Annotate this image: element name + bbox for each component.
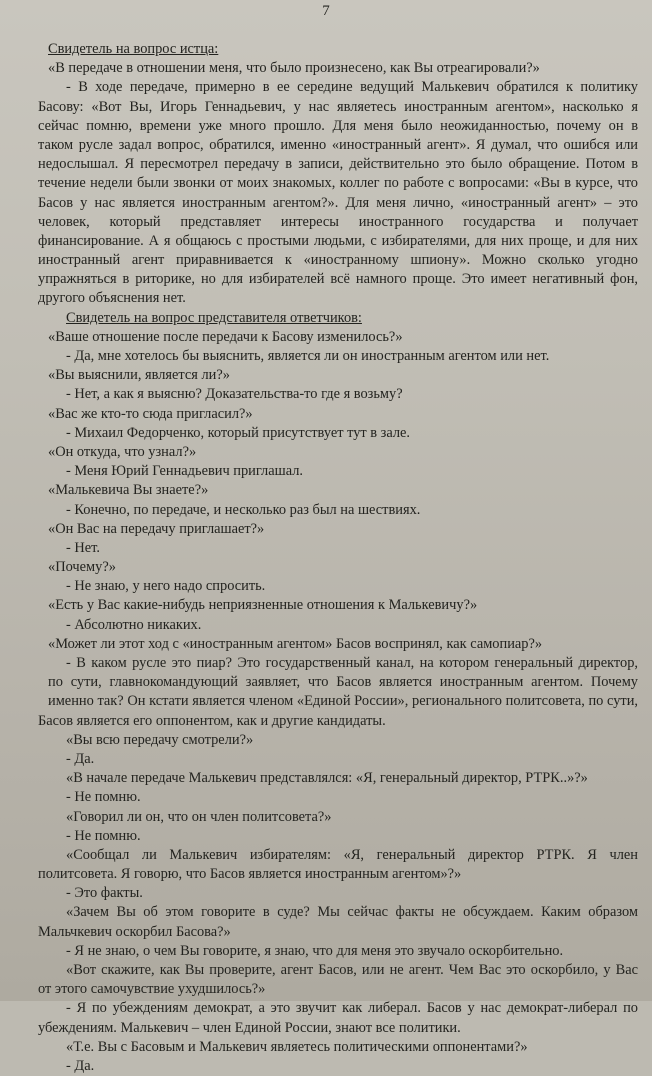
text-line: другого объяснения нет. — [38, 290, 186, 307]
text-line: - Не знаю, у него надо спросить. — [66, 578, 266, 595]
text-line: Басов у нас является иностранным агентом?». Для меня лично, «иностранный агент» – это — [38, 194, 638, 211]
text-line: «Вы выяснили, является ли?» — [48, 367, 230, 384]
text-line: «В начале передаче Малькевич представлялся: «Я, генеральный директор, РТРК..»?» — [66, 770, 588, 787]
text-line: - Да, мне хотелось бы выяснить, является ли он иностранным агентом или нет. — [66, 348, 550, 364]
text-line: - Не помню. — [66, 827, 141, 844]
text-line: именно так? Он кстати является членом «Единой России», регионального политсовета, по сути, — [48, 693, 638, 710]
text-line: убеждениям. Малькевич – член Единой России, знают все политики. — [38, 1019, 461, 1036]
text-line: - Абсолютно никаких. — [66, 616, 202, 633]
text-line: - В каком русле это пиар? Это государственный канал, на котором генеральный директор, — [66, 655, 638, 671]
transcript-body — [38, 40, 638, 1076]
text-line: человек, который представляет интересы иностранного государства и получает — [38, 213, 638, 230]
page-number: 7 — [322, 3, 330, 19]
text-line: «Он откуда, что узнал?» — [48, 443, 197, 460]
text-line: «Ваше отношение после передачи к Басову изменилось?» — [48, 328, 403, 345]
text-line: - Конечно, по передаче, и несколько раз был на шествиях. — [66, 501, 421, 518]
text-line: - Да. — [66, 750, 95, 767]
text-line: упражняться в риторике, но для избирателей всё намного проще. Это имеет негативный фон, — [38, 271, 638, 288]
text-line: - Нет. — [66, 539, 100, 556]
text-line: «Он Вас на передачу приглашает?» — [48, 520, 265, 537]
text-line: Мальчкевич оскорбил Басова?» — [38, 923, 231, 940]
text-line: «Может ли этот ход с «иностранным агентом» Басов воспринял, как самопиар?» — [48, 635, 543, 652]
text-line: иностранный агент приравнивается к «иностранному шпиону». Можно сколько угодно — [38, 252, 638, 269]
text-line: политсовета. Я говорю, что Басов является иностранным агентом»?» — [38, 866, 462, 883]
text-line: «Есть у Вас какие-нибудь неприязненные отношения к Малькевичу?» — [48, 597, 478, 614]
text-line: - Нет, а как я выясню? Доказательства-то где я возьму? — [66, 386, 403, 403]
text-line: - Михаил Федорченко, который присутствует тут в зале. — [66, 424, 411, 441]
text-line: по сути, главнокомандующий заявляет, что Басов является иностранным агентом. Почему — [48, 674, 638, 691]
text-line: финансирование. А я общаюсь с простыми людьми, с избирателями, для них проще, и для них — [38, 232, 638, 249]
text-line: сейчас помню, времени уже много прошло. Для меня было неожиданностью, почему он в — [38, 117, 638, 134]
text-line: Басов является его оппонентом, как и другие кандидаты. — [38, 712, 386, 729]
text-line: - Я по убеждениям демократ, а это звучит как либерал. Басов у нас демократ-либерал по — [66, 1000, 638, 1017]
text-line: «В передаче в отношении меня, что было произнесено, как Вы отреагировали?» — [48, 60, 540, 77]
text-line: «Зачем Вы об этом говорите в суде? Мы сейчас факты не обсуждаем. Каким образом — [66, 904, 638, 921]
text-line: таком русле задал вопрос, обратился, именно «иностранный агент». Я думал, что ошибся или — [38, 136, 638, 153]
section-heading: Свидетель на вопрос истца: — [48, 41, 219, 57]
text-line: - Да. — [66, 1057, 95, 1074]
text-line: «Говорил ли он, что он член политсовета?» — [66, 808, 332, 825]
text-line: - Не помню. — [66, 789, 141, 806]
text-line: Басову: «Вот Вы, Игорь Геннадьевич, у нас являетесь иностранным агентом», насколько я — [38, 98, 638, 115]
text-line: «Малькевича Вы знаете?» — [48, 482, 209, 499]
text-line: «Вы всю передачу смотрели?» — [66, 731, 254, 748]
section-heading: Свидетель на вопрос представителя ответчиков: — [66, 309, 362, 326]
text-line: - Я не знаю, о чем Вы говорите, я знаю, что для меня это звучало оскорбительно. — [66, 942, 564, 959]
text-line: - Это факты. — [66, 885, 143, 902]
text-line: «Почему?» — [48, 559, 116, 576]
text-line: недослышал. Я пересмотрел передачу в записи, действительно это было обращение. Потом в — [38, 156, 638, 173]
text-line: «Вот скажите, как Вы проверите, агент Басов, или не агент. Чем Вас это оскорбило, у Вас — [66, 962, 638, 978]
text-line: от этого самочувствие ухудшилось?» — [38, 981, 266, 998]
text-line: - Меня Юрий Геннадьевич приглашал. — [66, 463, 304, 480]
text-line: течение недели были звонки от моих знакомых, коллег по работе с вопросами: «Вы в курсе, что — [38, 175, 638, 192]
text-line: - В ходе передаче, примерно в ее середине ведущий Малькевич обратился к политику — [66, 79, 638, 96]
text-line: «Сообщал ли Малькевич избирателям: «Я, генеральный директор РТРК. Я член — [66, 846, 638, 863]
text-line: «Вас же кто-то сюда пригласил?» — [48, 405, 253, 422]
text-line: «Т.е. Вы с Басовым и Малькевич являетесь политическими оппонентами?» — [66, 1038, 528, 1055]
